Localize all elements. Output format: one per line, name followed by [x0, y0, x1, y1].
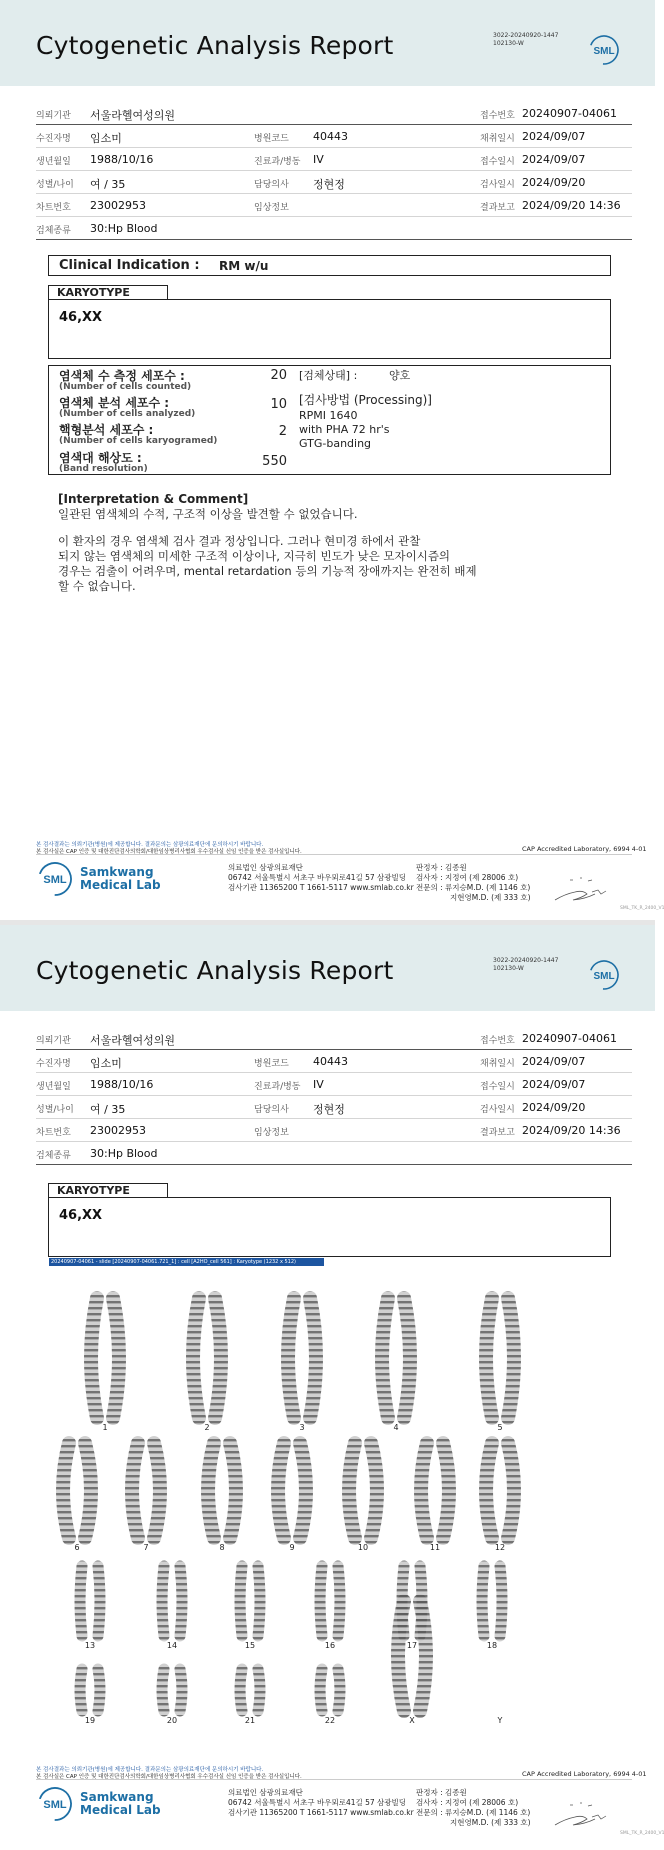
- processing-method-3: GTG-banding: [299, 437, 372, 450]
- sex-age: 여 / 35: [90, 178, 126, 191]
- info-row: 생년월일 1988/10/16 진료과/병동 IV 접수일시 2024/09/07: [36, 1073, 632, 1096]
- report-footer: 본 검사결과는 의뢰기관(병원)에 제공합니다. 결과문의는 삼광의료재단에 문의하시기 바랍니다. 본 검사실은 CAP 인증 및 대한진단검사의학회/대한임상병리사협회 우수검사실 신임 인증을 받은 검사실입니다. CAP Accredited Laboratory, 6994 4-01 SML Samkwang Medical Lab 의료법인 삼광의료재단 06742 서울특별시 서초구 바우뫼로41길 57 삼광빌딩 검사기관 11365200 T 1661-5117 www.smlab.co.kr 판정자 : 김종원 검사자 : 지정여 (제 28006 호) 전문의 : 류지승M.D. (제 1146 호) 지현영M.D. (제 333 호) SML_TK_R_2400_V1: [36, 1767, 664, 1836]
- chromosome-1: [113, 1298, 119, 1418]
- specimen-type: 30:Hp Blood: [90, 222, 158, 235]
- info-row: 성별/나이 여 / 35 담당의사 정현정 검사일시 2024/09/20: [36, 1096, 632, 1119]
- info-row: 수진자명 임소미 병원코드 40443 채취일시 2024/09/07: [36, 1050, 632, 1073]
- chromosome-3: [310, 1298, 316, 1418]
- info-row: 차트번호 23002953 임상정보 결과보고 2024/09/20 14:36: [36, 194, 632, 217]
- chromosome-15: [240, 1566, 242, 1636]
- clinical-indication-label: Clinical Indication :: [59, 258, 200, 273]
- received-date: 2024/09/07: [522, 153, 586, 166]
- date-of-birth: 1988/10/16: [90, 153, 154, 166]
- chromosome-15: [258, 1566, 260, 1636]
- brand-name: Samkwang Medical Lab: [80, 865, 161, 892]
- info-row: 의뢰기관 서울라헬여성의원 접수번호 20240907-04061: [36, 1027, 632, 1050]
- chromosome-6: [85, 1443, 91, 1538]
- clinical-indication-value: RM w/u: [219, 259, 269, 273]
- chromosome-12: [508, 1443, 514, 1538]
- chromosome-label-19: 19: [84, 1716, 96, 1725]
- receipt-number: 20240907-04061: [522, 107, 617, 120]
- specimen-status: 양호: [389, 369, 411, 382]
- info-row: 의뢰기관 서울라헬여성의원 접수번호 20240907-04061: [36, 102, 632, 125]
- chromosome-4: [404, 1298, 410, 1418]
- cells-karyogramed-label: 핵형분석 세포수 : (Number of cells karyogramed): [59, 423, 218, 446]
- reference-code: 3022-20240920-1447 102130-W: [493, 32, 559, 47]
- chromosome-12: [486, 1443, 492, 1538]
- department: IV: [313, 153, 324, 166]
- chromosome-3: [288, 1298, 294, 1418]
- chromosome-13: [98, 1566, 100, 1636]
- report-title: Cytogenetic Analysis Report: [36, 31, 394, 60]
- report-footer: [36, 840, 664, 920]
- signature-scribble-icon: [550, 1797, 620, 1827]
- reference-code: 3022-20240920-1447 102130-W: [493, 957, 559, 972]
- form-code: SML_TK_R_2400_V1: [620, 906, 664, 911]
- chromosome-label-3: 3: [299, 1423, 305, 1432]
- chromosome-6: [63, 1443, 69, 1538]
- lab-address: 의료법인 삼광의료재단 06742 서울특별시 서초구 바우뫼로41길 57 삼광빌딩 검사기관 11365200 T 1661-5117 www.smlab.co.kr: [228, 863, 414, 892]
- chromosome-label-7: 7: [143, 1543, 149, 1552]
- chromosome-16: [338, 1566, 340, 1636]
- chromosome-21: [258, 1669, 260, 1711]
- chromosome-16: [320, 1566, 322, 1636]
- info-row: 생년월일 1988/10/16 진료과/병동 IV 접수일시 2024/09/07: [36, 148, 632, 171]
- chart-number: 23002953: [90, 199, 146, 212]
- chromosome-10: [349, 1443, 355, 1538]
- chromosome-label-15: 15: [244, 1641, 256, 1650]
- chromosome-label-14: 14: [166, 1641, 178, 1650]
- chromosome-1: [91, 1298, 97, 1418]
- specimen-status-label: [검체상태] :: [299, 369, 358, 382]
- chromosome-22: [320, 1669, 322, 1711]
- patient-info-table: [36, 102, 632, 240]
- test-date: 2024/09/20: [522, 176, 586, 189]
- patient-name: 임소미: [90, 132, 122, 145]
- sml-footer-logo-icon: [36, 860, 74, 898]
- chromosome-label-8: 8: [219, 1543, 225, 1552]
- karyotype-label: KARYOTYPE: [48, 285, 168, 299]
- svg-text:SML: SML: [43, 1799, 67, 1811]
- processing-method-label: [검사방법 (Processing)]: [299, 393, 432, 407]
- chromosome-label-12: 12: [494, 1543, 506, 1552]
- chromosome-4: [382, 1298, 388, 1418]
- chromosome-label-X: X: [409, 1716, 415, 1725]
- chromosome-20: [180, 1669, 182, 1711]
- karyotype-box: [48, 299, 611, 359]
- chromosome-2: [193, 1298, 199, 1418]
- cells-counted: 20: [270, 368, 287, 383]
- chromosome-label-18: 18: [486, 1641, 498, 1650]
- doctor: 정현정: [313, 178, 345, 191]
- report-date: 2024/09/20 14:36: [522, 199, 621, 212]
- chromosome-label-21: 21: [244, 1716, 256, 1725]
- analysis-stats-box: [48, 365, 611, 475]
- chromosome-7: [132, 1443, 138, 1538]
- chromosome-20: [162, 1669, 164, 1711]
- sml-logo-icon: [588, 34, 620, 66]
- chromosome-14: [180, 1566, 182, 1636]
- interpretation-title: [Interpretation & Comment]: [58, 492, 249, 506]
- svg-text:SML: SML: [593, 46, 615, 57]
- info-row: 검체종류 30:Hp Blood: [36, 1142, 632, 1165]
- processing-method-2: with PHA 72 hr's: [299, 423, 390, 436]
- chromosome-label-2: 2: [204, 1423, 210, 1432]
- chromosome-13: [80, 1566, 82, 1636]
- chromosome-14: [162, 1566, 164, 1636]
- karyotype-value: 46,XX: [59, 310, 103, 325]
- hospital-code: 40443: [313, 130, 348, 143]
- cells-karyogramed: 2: [278, 424, 287, 439]
- chromosome-22: [338, 1669, 340, 1711]
- karyotype-label: KARYOTYPE: [48, 1183, 168, 1197]
- signature-scribble-icon: [550, 872, 620, 902]
- chromosome-label-20: 20: [166, 1716, 178, 1725]
- chromosome-label-Y: Y: [497, 1716, 503, 1725]
- chromosome-7: [154, 1443, 160, 1538]
- footer-note-1: 본 검사결과는 의뢰기관(병원)에 제공합니다. 결과문의는 삼광의료재단에 문의하시기 바랍니다.: [36, 842, 264, 848]
- chromosome-5: [486, 1298, 492, 1418]
- info-row: 수진자명 임소미 병원코드 40443 채취일시 2024/09/07: [36, 125, 632, 148]
- karyotype-box: [48, 1197, 611, 1257]
- chromosome-18: [500, 1566, 502, 1636]
- report-page-1: [0, 0, 664, 920]
- chromosome-label-6: 6: [74, 1543, 80, 1552]
- chromosome-18: [482, 1566, 484, 1636]
- institution: 서울라헬여성의원: [90, 109, 176, 122]
- chromosome-label-5: 5: [497, 1423, 503, 1432]
- chromosome-2: [215, 1298, 221, 1418]
- karyogram-image: [48, 1265, 612, 1730]
- info-row: 차트번호 23002953 임상정보 결과보고 2024/09/20 14:36: [36, 1119, 632, 1142]
- karyotype-value: 46,XX: [59, 1208, 103, 1223]
- report-header: [0, 925, 655, 1011]
- svg-text:SML: SML: [593, 971, 615, 982]
- cap-accreditation: CAP Accredited Laboratory, 6994 4-01: [522, 845, 647, 853]
- footer-note-2: 본 검사실은 CAP 인증 및 대한진단검사의학회/대한임상병리사협회 우수검사실 신임 인증을 받은 검사실입니다.: [36, 849, 302, 855]
- band-resolution-label: 염색대 해상도 : (Band resolution): [59, 451, 148, 474]
- clinical-indication-box: [48, 255, 611, 276]
- chromosome-X: [420, 1601, 426, 1711]
- svg-text:SML: SML: [43, 874, 67, 886]
- chromosome-label-16: 16: [324, 1641, 336, 1650]
- chromosome-label-10: 10: [357, 1543, 369, 1552]
- chromosome-9: [278, 1443, 284, 1538]
- chromosome-label-1: 1: [102, 1423, 108, 1432]
- chromosome-label-9: 9: [289, 1543, 295, 1552]
- chromosome-label-22: 22: [324, 1716, 336, 1725]
- chromosome-11: [421, 1443, 427, 1538]
- cells-counted-label: 염색체 수 측정 세포수 : (Number of cells counted): [59, 369, 192, 392]
- chromosome-label-4: 4: [393, 1423, 399, 1432]
- sml-logo-icon: [588, 959, 620, 991]
- chromosome-8: [230, 1443, 236, 1538]
- info-row: 검체종류 30:Hp Blood: [36, 217, 632, 240]
- chromosome-label-13: 13: [84, 1641, 96, 1650]
- cells-analyzed: 10: [270, 397, 287, 412]
- chromosome-label-11: 11: [429, 1543, 441, 1552]
- interpretation-text: 일관된 염색체의 수적, 구조적 이상을 발견할 수 없었습니다. 이 환자의 경우 염색체 검사 결과 정상입니다. 그러나 현미경 하에서 관찰 되지 않는 염색체의 미세한 구조적 이상이나, 지극히 빈도가 낮은 모자이시즘의 경우는 검출이 어려우며, mental retardation 등의 기능적 장애까지는 완전히 배제 할 수 없습니다.: [58, 507, 477, 593]
- collection-date: 2024/09/07: [522, 130, 586, 143]
- cells-analyzed-label: 염색체 분석 세포수 : (Number of cells analyzed): [59, 396, 196, 419]
- chromosome-19: [98, 1669, 100, 1711]
- chromosome-8: [208, 1443, 214, 1538]
- patient-info-table: [36, 1027, 632, 1165]
- sml-footer-logo-icon: [36, 1785, 74, 1823]
- info-row: 성별/나이 여 / 35 담당의사 정현정 검사일시 2024/09/20: [36, 171, 632, 194]
- signatories: 판정자 : 김종원 검사자 : 지정여 (제 28006 호) 전문의 : 류지승M.D. (제 1146 호) 지현영M.D. (제 333 호): [416, 863, 531, 902]
- chromosome-19: [80, 1669, 82, 1711]
- karyogram-caption: 20240907-04061 - slide [20240907-04061.721_1] : cell [A2HO_cell 561] : Karyotype (1232 x 512): [49, 1258, 324, 1266]
- chromosome-21: [240, 1669, 242, 1711]
- chromosome-9: [300, 1443, 306, 1538]
- band-resolution: 550: [262, 454, 287, 469]
- report-title: Cytogenetic Analysis Report: [36, 956, 394, 985]
- chromosome-5: [508, 1298, 514, 1418]
- processing-method-1: RPMI 1640: [299, 409, 358, 422]
- report-header: [0, 0, 655, 86]
- chromosome-X: [398, 1601, 404, 1711]
- chromosome-11: [443, 1443, 449, 1538]
- chromosome-10: [371, 1443, 377, 1538]
- chromosome-label-17: 17: [406, 1641, 418, 1650]
